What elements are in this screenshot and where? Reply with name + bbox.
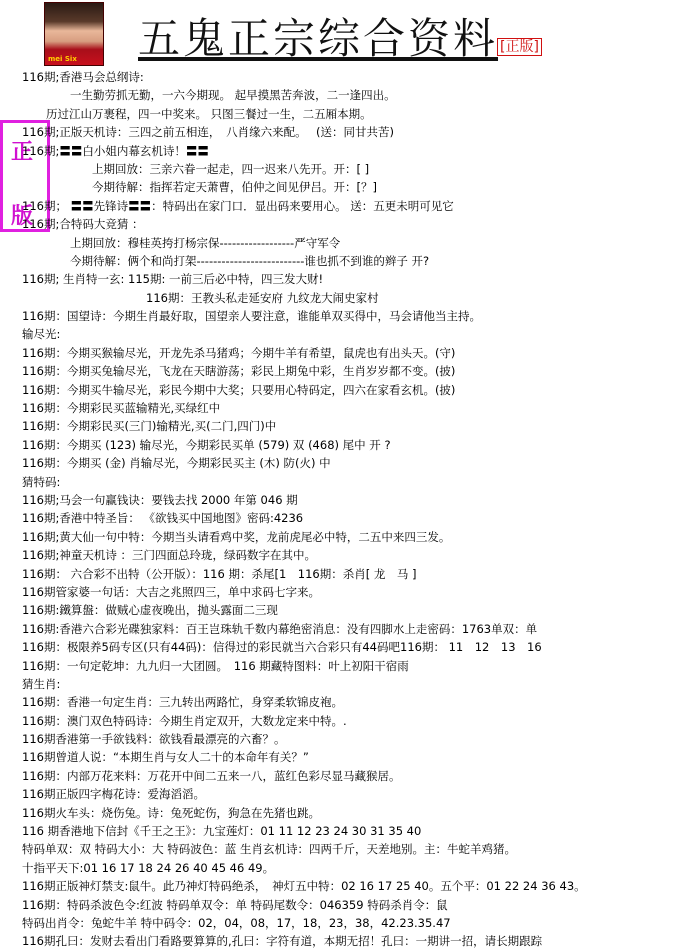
text-line: 116期：今期买兔输尽光，飞龙在天瞎游荡；彩民上期兔中彩，生肖岁岁都不变。(披) bbox=[22, 364, 456, 379]
text-line: 116期;香港马会总纲诗: bbox=[22, 70, 144, 84]
text-line: 116期火车头：烧伤兔。诗：兔死蛇伤，狗急在先猪也跳。 bbox=[22, 805, 320, 820]
section-heading: 输尽光: bbox=[22, 327, 61, 342]
text-line: 116期:香港六合彩光碟独家料：百王岂珠轨千数内幕绝密消息：没有四脚水上走密码：1763单双：单 bbox=[22, 621, 538, 636]
text-line: 116期：今期彩民买(三门)输精光,买(二门,四门)中 bbox=[22, 419, 277, 434]
page-title: 五鬼正宗综合资料 bbox=[138, 14, 499, 63]
text-line: 116期：特码杀波色令:红波 特码单双令：单 特码尾数令：046359 特码杀肖令：鼠 bbox=[22, 897, 448, 912]
text-line: 116期正版四字梅花诗：爱海滔滔。 bbox=[22, 787, 205, 802]
text-line: 116期：今期买猴输尽光，开龙先杀马猪鸡；今期牛羊有希望，鼠虎也有出头天。(守) bbox=[22, 345, 456, 360]
text-line: 116期：今期买 (123) 输尽光，今期彩民买单 (579) 双 (468) 尾中 开 ? bbox=[22, 437, 391, 452]
side-char-1: 正 bbox=[11, 139, 34, 165]
text-line: 历过江山万裹程，四一中奖来。 只图三餐过一生，二五厢本期。 bbox=[46, 106, 372, 121]
text-line: 116期;神童天机诗 ：三门四面总玲珑，绿码数字在其中。 bbox=[22, 548, 316, 563]
content-body bbox=[22, 68, 672, 951]
page-header bbox=[0, 0, 680, 68]
text-line: 116期：内部万花来料：万花开中间二五来一八，蓝红色彩尽显马藏猴居。 bbox=[22, 768, 401, 783]
text-line: 今期待解：俩个和尚打架--------------------------谁也抓不到谁的辫子 开? bbox=[70, 253, 430, 268]
text-line: 116期：今期买 (金) 肖输尽光，今期彩民买主 (木) 防(火) 中 bbox=[22, 456, 331, 471]
text-line: 特码单双：双 特码大小：大 特码波色：蓝 生肖玄机诗：四两千斤，天差地别。主：牛蛇羊鸡猪。 bbox=[22, 842, 516, 857]
text-line: 116期： 六合彩不出特（公开版）：116 期：杀尾[1 116期：杀肖[ 龙 马 ] bbox=[22, 566, 417, 581]
text-line: 116期:鐵算盤：做贼心虚夜晚出，抛头露面二三现 bbox=[22, 603, 278, 618]
text-line: 116期：澳门双色特码诗：今期生肖定双开，大数龙定来中特。. bbox=[22, 713, 347, 728]
text-line: 116期：王教头私走延安府 九纹龙大闹史家村 bbox=[146, 290, 379, 305]
text-line: 116期;合特码大竞猜 ： bbox=[22, 217, 144, 232]
text-line: 上期回放：三亲六眷一起走，四一迟来八先开。开：[ ] bbox=[92, 161, 370, 176]
text-line: 十指平天下:01 16 17 18 24 26 40 45 46 49。 bbox=[22, 860, 275, 875]
text-line: 116期：国望诗：今期生肖最好取，国望亲人要注意，谁能单双买得中，马会请他当主持。 bbox=[22, 309, 481, 324]
text-line: 116期曾道人说：“本期生肖与女人二十的本命年有关？” bbox=[22, 750, 309, 765]
text-line: 116期; 生肖特一玄: 115期: 一前三后必中特，四三发大财! bbox=[22, 272, 324, 287]
text-line: 特码出肖令：兔蛇牛羊 特中码令：02，04，08，17，18，23，38，42.23.35.47 bbox=[22, 915, 451, 930]
text-line: 116期：一句定乾坤：九九归一大团圆。 116 期藏特图料：叶上初阳干宿雨 bbox=[22, 658, 409, 673]
text-line: 116期;正版天机诗：三四之前五相连， 八肖缘六来配。 (送：同甘共苦) bbox=[22, 125, 394, 140]
text-line: 116期； 〓〓先锋诗〓〓：特码出在家门口．显出码来要用心。 送：五更未明可见它 bbox=[22, 198, 454, 213]
avatar-caption: mei Six bbox=[48, 55, 77, 63]
text-line: 116期;香港中特圣旨： 《欲钱买中国地图》密码:4236 bbox=[22, 511, 304, 526]
text-line: 上期回放：穆桂英挎打杨宗保------------------严守军令 bbox=[70, 235, 341, 250]
text-line: 116期孔曰：发财去看出门看路要算算的,孔曰：字符有道，本期无招！孔曰：一期讲一招，请长期跟踪 bbox=[22, 934, 543, 949]
text-line: 116期管家婆一句话：大吉之兆照四三，单中求码七字来。 bbox=[22, 584, 320, 599]
text-line: 116期：今期彩民买蓝输精光,买绿红中 bbox=[22, 401, 221, 416]
text-line: 116期：极限养5码专区(只有44码)：信得过的彩民就当六合彩只有44码吧116期： 11 12 13 16 bbox=[22, 640, 542, 655]
text-line: 116期：今期买牛输尽光，彩民今期中大奖；只要用心特码定，四六在家看玄机。(披) bbox=[22, 382, 456, 397]
text-line: 116期香港第一手欲钱料：欲钱看最漂亮的六畜？。 bbox=[22, 732, 286, 747]
text-line: 116期正版神灯禁支:鼠牛。此乃神灯特码绝杀， 神灯五中特：02 16 17 25 40。五个平：01 22 24 36 43。 bbox=[22, 879, 586, 894]
section-heading: 猜生肖: bbox=[22, 676, 61, 691]
text-line: 一生勤劳抓无勤，一六今期现。 起早摸黑苦奔波，二一逢四出。 bbox=[70, 88, 396, 103]
text-line: 116期;黄大仙一句中特：今期当头请看鸡中奖，龙前虎尾必中特，二五中来四三发。 bbox=[22, 529, 451, 544]
text-line: 今期待解：指挥若定天萧曹，伯仲之间见伊吕。开：[？] bbox=[92, 180, 377, 195]
text-line: 116 期香港地下信封《千王之王》：九宝莲灯：01 11 12 23 24 30 31 35 40 bbox=[22, 824, 422, 839]
side-char-2: 版 bbox=[11, 203, 34, 229]
text-line: 116期;〓〓白小姐内幕玄机诗！〓〓 bbox=[22, 143, 209, 158]
text-line: 116期;马会一句赢钱诀：要钱去找 2000 年第 046 期 bbox=[22, 492, 298, 507]
section-heading: 猜特码: bbox=[22, 474, 61, 489]
text-line: 116期：香港一句定生肖：三九转出两路忙，身穿柔软锦皮袍。 bbox=[22, 695, 343, 710]
edition-tag: [正版] bbox=[497, 38, 542, 56]
avatar bbox=[44, 2, 104, 66]
